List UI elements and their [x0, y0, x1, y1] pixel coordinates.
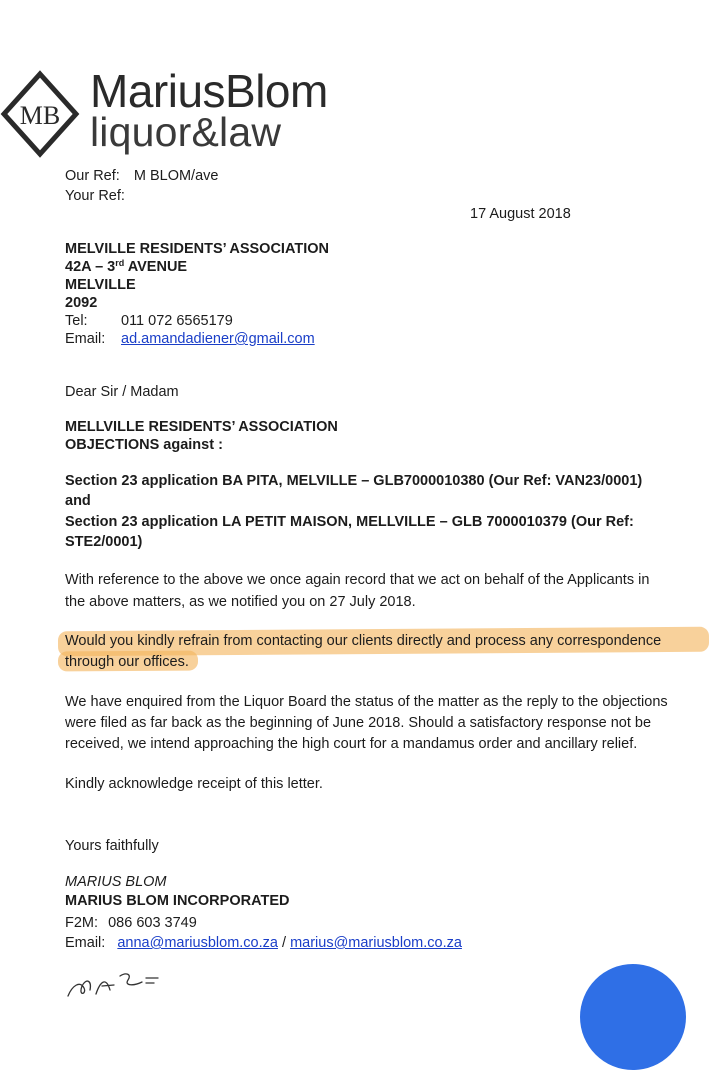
f2m-line [65, 913, 197, 933]
street-prefix: 42A – 3 [65, 259, 116, 275]
subject-line-2: OBJECTIONS against : [65, 437, 223, 453]
email-separator: / [282, 935, 287, 951]
re-line-2: Section 23 application LA PETIT MAISON, MELLVILLE – GLB 7000010379 (Our Ref: [65, 514, 634, 530]
letter-date: 17 August 2018 [470, 206, 571, 222]
signature-scribble [62, 966, 172, 999]
salutation: Dear Sir / Madam [65, 384, 179, 400]
re-line-1: Section 23 application BA PITA, MELVILLE – GLB7000010380 (Our Ref: VAN23/0001) [65, 473, 643, 489]
f2m-value: 086 603 3749 [108, 915, 197, 931]
tel-label: Tel: [65, 313, 88, 329]
brand-tagline: liquor&law [90, 109, 282, 155]
recipient-postcode: 2092 [65, 295, 98, 311]
floating-action-button[interactable] [580, 964, 686, 1070]
paragraph-2-line-2: through our offices. [65, 654, 189, 670]
brand-name: MariusBlom [90, 65, 328, 117]
subject-line-1: MELLVILLE RESIDENTS’ ASSOCIATION [65, 419, 338, 435]
street-suffix: AVENUE [124, 259, 188, 275]
email-link-anna[interactable]: anna@mariusblom.co.za [117, 935, 278, 951]
tel-value: 011 072 6565179 [121, 313, 233, 329]
f2m-label: F2M: [65, 915, 99, 931]
email-label: Email: [65, 331, 106, 347]
closing-email-label: Email: [65, 935, 106, 951]
firm-name: MARIUS BLOM INCORPORATED [65, 893, 290, 909]
recipient-email-link[interactable]: ad.amandadiener@gmail.com [121, 331, 315, 347]
paragraph-3-line-2: were filed as far back as the beginning of June 2018. Should a satisfactory response not be [65, 715, 652, 731]
signatory-name: MARIUS BLOM [65, 874, 167, 890]
paragraph-3-line-3: received, we intend approaching the high court for a mandamus order and ancillary relief. [65, 736, 638, 752]
your-ref-label: Your Ref: [65, 188, 125, 204]
recipient-city: MELVILLE [65, 277, 136, 293]
recipient-street [65, 257, 187, 277]
our-ref [65, 166, 218, 186]
monogram-text: MB [19, 101, 61, 130]
valediction: Yours faithfully [65, 838, 159, 854]
paragraph-3-line-1: We have enquired from the Liquor Board the status of the matter as the reply to the objections [65, 694, 668, 710]
paragraph-4: Kindly acknowledge receipt of this letter. [65, 776, 323, 792]
our-ref-label: Our Ref: [65, 168, 120, 184]
street-sup: rd [115, 258, 125, 268]
email-link-marius[interactable]: marius@mariusblom.co.za [290, 935, 462, 951]
our-ref-value: M BLOM/ave [133, 168, 219, 184]
recipient-tel [65, 311, 233, 331]
paragraph-2-line-1: Would you kindly refrain from contacting our clients directly and process any correspondence [65, 633, 662, 649]
re-line-3: STE2/0001) [65, 534, 143, 550]
recipient-name: MELVILLE RESIDENTS’ ASSOCIATION [65, 241, 329, 257]
closing-email-line [65, 933, 462, 953]
recipient-email [65, 329, 315, 349]
monogram-logo [0, 70, 80, 158]
paragraph-1-line-2: the above matters, as we notified you on 27 July 2018. [65, 594, 416, 610]
re-and: and [65, 493, 91, 509]
paragraph-1-line-1: With reference to the above we once again record that we act on behalf of the Applicants in [65, 572, 650, 588]
